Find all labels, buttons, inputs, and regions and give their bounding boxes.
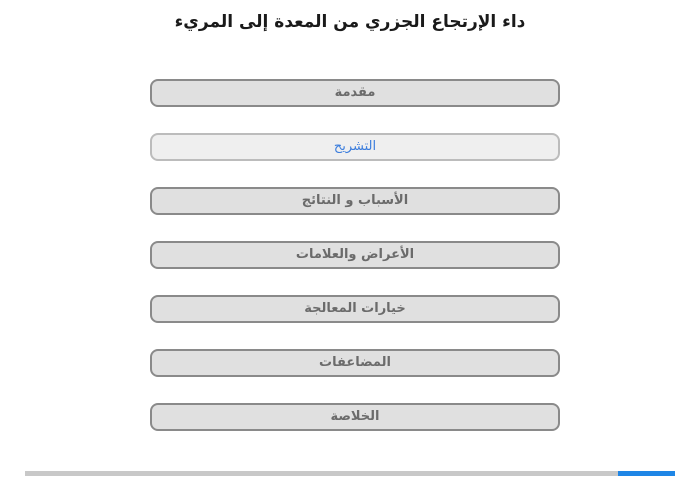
menu-item-summary[interactable]: الخلاصة — [150, 403, 560, 431]
menu-item-causes-and-effects[interactable]: الأسباب و النتائج — [150, 187, 560, 215]
page-title: داء الإرتجاع الجزري من المعدة إلى المريء — [174, 12, 526, 32]
chapter-menu — [150, 79, 560, 457]
menu-item-introduction[interactable]: مقدمة — [150, 79, 560, 107]
menu-item-treatment-options[interactable]: خيارات المعالجة — [150, 295, 560, 323]
menu-item-symptoms-and-signs[interactable]: الأعراض والعلامات — [150, 241, 560, 269]
progress-bar-fill — [618, 471, 675, 476]
menu-item-complications[interactable]: المضاعفات — [150, 349, 560, 377]
progress-bar — [25, 471, 675, 476]
menu-item-anatomy[interactable]: التشريح — [150, 133, 560, 161]
